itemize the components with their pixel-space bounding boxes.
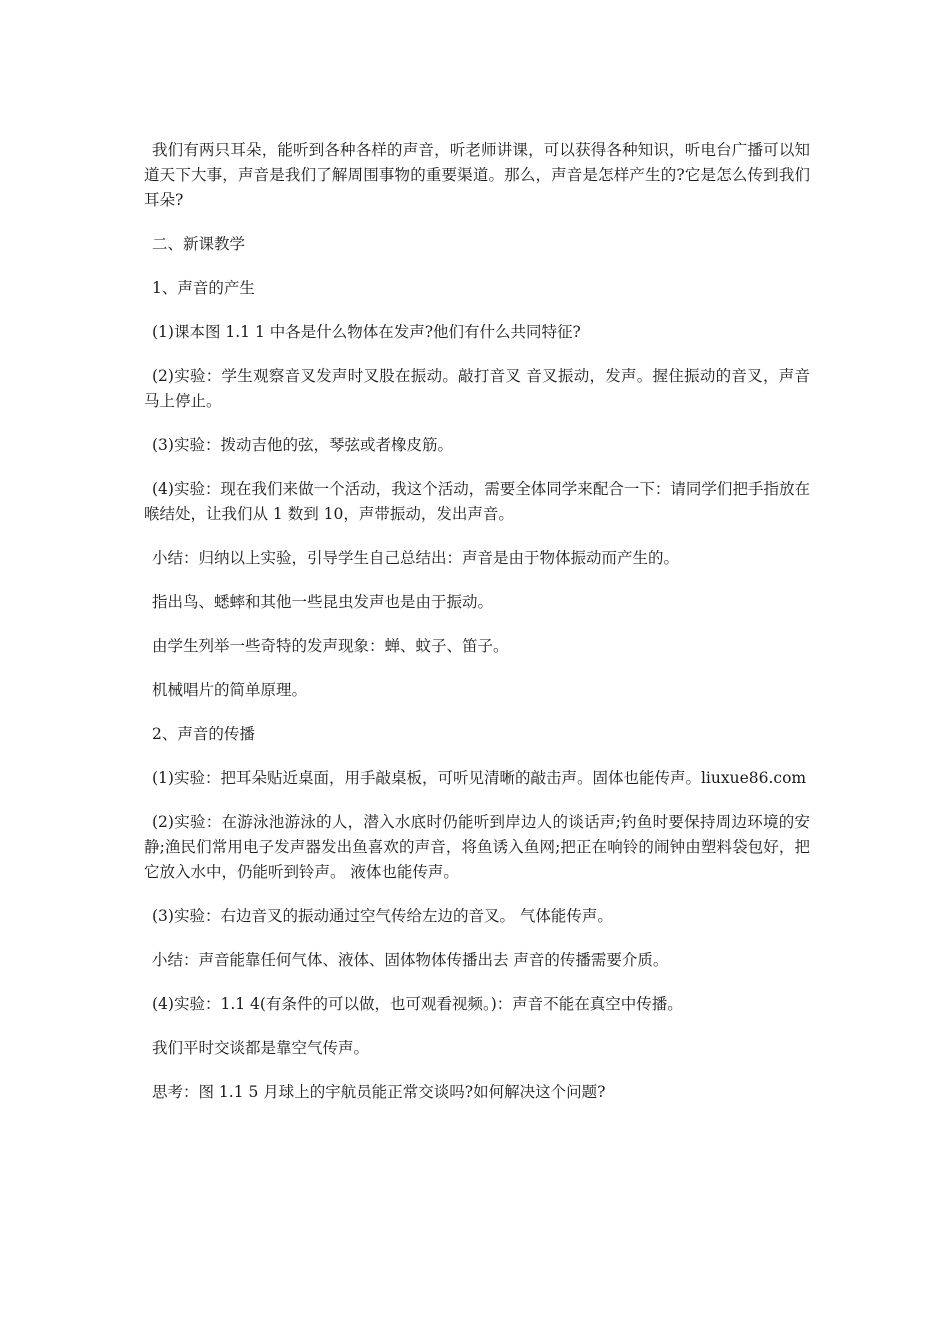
paragraph-question-1: (1)课本图 1.1 1 中各是什么物体在发声?他们有什么共同特征? (152, 323, 581, 341)
intro-paragraph: 我们有两只耳朵，能听到各种各样的声音，听老师讲课，可以获得各种知识，听电台广播可以知道天下大事，声音是我们了解周围事物的重要渠道。那么，声音是怎样产生的?它是怎么传到我们耳朵? (144, 141, 810, 209)
paragraph-experiment-2: (2)实验：学生观察音叉发声时叉股在振动。敲打音叉 音叉振动，发声。握住振动的音叉，声音马上停止。 (144, 367, 810, 410)
paragraph-propagation-experiment-2: (2)实验：在游泳池游泳的人，潜入水底时仍能听到岸边人的谈话声;钓鱼时要保持周边环境的安静;渔民们常用电子发声器发出鱼喜欢的声音，将鱼诱入鱼网;把正在响铃的闹钟由塑料袋包好，把它放入水中，仍能听到铃声。 液体也能传声。 (144, 813, 810, 881)
subsection-heading-sound-production: 1、声音的产生 (152, 279, 255, 297)
paragraph-think-question: 思考：图 1.1 5 月球上的宇航员能正常交谈吗?如何解决这个问题? (152, 1083, 606, 1101)
paragraph-experiment-4: (4)实验：现在我们来做一个活动，我这个活动，需要全体同学来配合一下：请同学们把手指放在喉结处，让我们从 1 数到 10，声带振动，发出声音。 (144, 480, 810, 523)
paragraph-summary-1: 小结：归纳以上实验，引导学生自己总结出：声音是由于物体振动而产生的。 (152, 549, 680, 567)
paragraph-record-principle: 机械唱片的简单原理。 (152, 681, 308, 699)
subsection-heading-sound-propagation: 2、声音的传播 (152, 725, 255, 743)
section-heading-new-lesson: 二、新课教学 (152, 235, 246, 253)
paragraph-insects: 指出鸟、蟋蟀和其他一些昆虫发声也是由于振动。 (152, 593, 494, 611)
paragraph-summary-2: 小结：声音能靠任何气体、液体、固体物体传播出去 声音的传播需要介质。 (152, 951, 669, 969)
paragraph-experiment-3: (3)实验：拨动吉他的弦，琴弦或者橡皮筋。 (152, 436, 453, 454)
document-body (144, 138, 810, 1124)
paragraph-propagation-experiment-3: (3)实验：右边音叉的振动通过空气传给左边的音叉。 气体能传声。 (152, 907, 613, 925)
paragraph-examples: 由学生列举一些奇特的发声现象：蝉、蚊子、笛子。 (152, 637, 509, 655)
paragraph-air-conversation: 我们平时交谈都是靠空气传声。 (152, 1039, 370, 1057)
paragraph-propagation-experiment-1: (1)实验：把耳朵贴近桌面，用手敲桌板，可听见清晰的敲击声。固体也能传声。liuxue86.com (152, 769, 807, 787)
paragraph-propagation-experiment-4: (4)实验：1.1 4(有条件的可以做，也可观看视频。)：声音不能在真空中传播。 (152, 995, 683, 1013)
